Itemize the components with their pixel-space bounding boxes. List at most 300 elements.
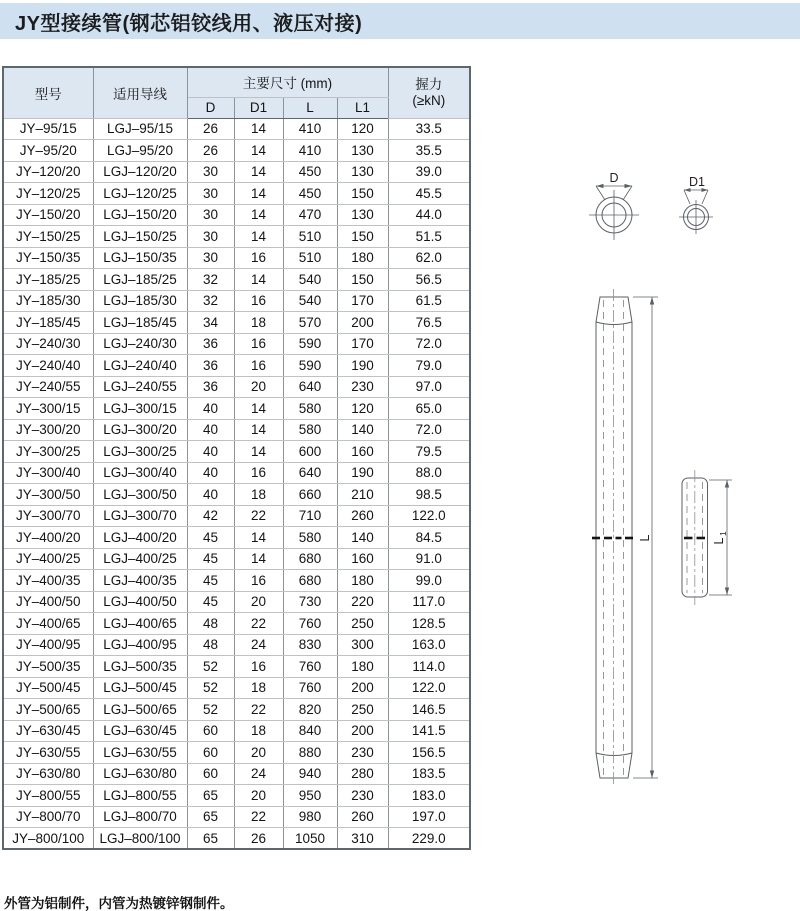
table-cell: 65.0 [388,398,470,420]
table-cell: 590 [283,333,337,355]
table-row [3,226,470,248]
table-cell: LGJ–120/25 [93,183,187,205]
table-cell: 18 [234,312,283,334]
table-cell: 820 [283,699,337,721]
table-cell: JY–240/55 [3,376,93,398]
table-cell: JY–630/45 [3,720,93,742]
table-cell: 114.0 [388,656,470,678]
table-cell: 26 [234,828,283,850]
table-cell: LGJ–800/70 [93,806,187,828]
table-cell: 128.5 [388,613,470,635]
table-cell: 163.0 [388,634,470,656]
table-cell: 230 [337,742,388,764]
table-cell: LGJ–630/45 [93,720,187,742]
header-grip-force [388,67,470,118]
table-row [3,462,470,484]
table-cell: 33.5 [388,118,470,140]
table-cell: 40 [187,398,234,420]
table-row [3,161,470,183]
table-cell: 150 [337,269,388,291]
table-cell: 20 [234,785,283,807]
table-cell: 30 [187,226,234,248]
table-cell: JY–150/25 [3,226,93,248]
table-cell: 830 [283,634,337,656]
header-dimensions-group: 主要尺寸 (mm) [187,67,388,97]
table-cell: 72.0 [388,419,470,441]
table-cell: LGJ–400/25 [93,548,187,570]
table-cell: LGJ–185/25 [93,269,187,291]
table-cell: 156.5 [388,742,470,764]
table-cell: 120 [337,398,388,420]
spec-table-body [3,118,470,849]
table-cell: 190 [337,355,388,377]
table-cell: LGJ–400/50 [93,591,187,613]
table-cell: JY–500/35 [3,656,93,678]
header-grip-line1: 握力 [415,76,443,92]
table-cell: LGJ–500/35 [93,656,187,678]
table-cell: 450 [283,183,337,205]
page-title: JY型接续管(钢芯铝铰线用、液压对接) [15,12,363,35]
table-cell: 220 [337,591,388,613]
table-cell: JY–800/70 [3,806,93,828]
table-cell: 260 [337,806,388,828]
table-cell: 30 [187,161,234,183]
table-cell: 26 [187,118,234,140]
table-row [3,312,470,334]
table-cell: 190 [337,462,388,484]
spec-table-container [2,66,471,850]
header-dim-l1: L1 [337,97,388,118]
table-cell: 940 [283,763,337,785]
table-cell: 183.5 [388,763,470,785]
table-cell: 34 [187,312,234,334]
table-cell: 52 [187,656,234,678]
table-cell: JY–400/35 [3,570,93,592]
table-cell: 30 [187,204,234,226]
table-row [3,398,470,420]
table-cell: 22 [234,806,283,828]
table-cell: 16 [234,290,283,312]
table-cell: 65 [187,806,234,828]
table-cell: 20 [234,376,283,398]
table-cell: LGJ–95/15 [93,118,187,140]
table-cell: 950 [283,785,337,807]
table-cell: 65 [187,828,234,850]
table-cell: JY–95/15 [3,118,93,140]
table-cell: 580 [283,527,337,549]
table-cell: 40 [187,484,234,506]
table-cell: 45 [187,570,234,592]
table-cell: 600 [283,441,337,463]
table-cell: JY–300/70 [3,505,93,527]
table-cell: 14 [234,527,283,549]
table-cell: 300 [337,634,388,656]
header-dim-d1: D1 [234,97,283,118]
table-cell: 140 [337,527,388,549]
header-grip-line2: (≥kN) [412,92,446,108]
table-cell: 14 [234,118,283,140]
table-cell: 197.0 [388,806,470,828]
table-cell: 183.0 [388,785,470,807]
table-cell: 79.0 [388,355,470,377]
table-cell: 230 [337,376,388,398]
table-cell: 450 [283,161,337,183]
table-cell: JY–240/40 [3,355,93,377]
table-cell: 1050 [283,828,337,850]
table-cell: 20 [234,742,283,764]
table-row [3,677,470,699]
table-cell: 14 [234,398,283,420]
table-cell: LGJ–185/45 [93,312,187,334]
table-cell: LGJ–400/95 [93,634,187,656]
table-cell: 710 [283,505,337,527]
table-cell: 51.5 [388,226,470,248]
table-cell: 32 [187,290,234,312]
table-cell: 250 [337,699,388,721]
table-cell: LGJ–300/20 [93,419,187,441]
table-cell: 14 [234,419,283,441]
table-cell: 16 [234,333,283,355]
table-cell: 120 [337,118,388,140]
table-cell: 18 [234,677,283,699]
header-dim-d: D [187,97,234,118]
table-cell: JY–300/50 [3,484,93,506]
table-cell: 35.5 [388,140,470,162]
spec-table-header [3,67,470,118]
header-conductor: 适用导线 [93,67,187,118]
dim-label-d1: D1 [689,175,705,189]
table-cell: JY–400/25 [3,548,93,570]
table-cell: JY–630/55 [3,742,93,764]
table-cell: JY–400/50 [3,591,93,613]
table-row [3,806,470,828]
table-cell: 122.0 [388,505,470,527]
table-cell: 140 [337,419,388,441]
table-cell: JY–500/65 [3,699,93,721]
table-cell: 680 [283,570,337,592]
table-cell: 40 [187,462,234,484]
table-cell: LGJ–800/100 [93,828,187,850]
table-cell: 76.5 [388,312,470,334]
table-cell: 510 [283,226,337,248]
table-cell: 122.0 [388,677,470,699]
table-row [3,828,470,850]
table-cell: 660 [283,484,337,506]
table-cell: 32 [187,269,234,291]
table-row [3,505,470,527]
table-cell: 45 [187,591,234,613]
outer-tube-cross-section [589,171,639,240]
table-cell: JY–800/55 [3,785,93,807]
table-cell: 470 [283,204,337,226]
table-row [3,656,470,678]
table-cell: JY–300/25 [3,441,93,463]
table-cell: 97.0 [388,376,470,398]
table-cell: 52 [187,699,234,721]
table-cell: JY–300/40 [3,462,93,484]
table-row [3,634,470,656]
table-cell: 680 [283,548,337,570]
table-cell: JY–300/15 [3,398,93,420]
table-cell: 280 [337,763,388,785]
table-cell: JY–185/45 [3,312,93,334]
table-cell: 760 [283,656,337,678]
table-cell: 16 [234,570,283,592]
table-row [3,484,470,506]
table-cell: 45 [187,548,234,570]
table-row [3,742,470,764]
page-title-bar [0,3,800,39]
dim-label-d: D [609,171,619,185]
table-cell: 130 [337,161,388,183]
table-row [3,204,470,226]
table-row [3,570,470,592]
table-cell: 580 [283,398,337,420]
table-cell: JY–150/20 [3,204,93,226]
table-cell: 14 [234,548,283,570]
table-cell: 14 [234,161,283,183]
table-cell: LGJ–185/30 [93,290,187,312]
spec-table [2,66,471,850]
table-cell: 230 [337,785,388,807]
table-cell: 117.0 [388,591,470,613]
table-cell: 510 [283,247,337,269]
table-cell: 570 [283,312,337,334]
table-cell: 45.5 [388,183,470,205]
table-cell: LGJ–240/30 [93,333,187,355]
table-cell: 44.0 [388,204,470,226]
table-row [3,441,470,463]
table-cell: 160 [337,441,388,463]
table-cell: JY–185/25 [3,269,93,291]
table-cell: 310 [337,828,388,850]
table-cell: 79.5 [388,441,470,463]
table-cell: 180 [337,656,388,678]
table-cell: JY–120/20 [3,161,93,183]
table-cell: 18 [234,484,283,506]
table-cell: LGJ–300/15 [93,398,187,420]
table-cell: 24 [234,634,283,656]
table-cell: JY–300/20 [3,419,93,441]
table-cell: 130 [337,140,388,162]
table-cell: 200 [337,312,388,334]
table-row [3,613,470,635]
table-cell: 60 [187,763,234,785]
table-cell: JY–400/20 [3,527,93,549]
table-cell: 42 [187,505,234,527]
table-cell: JY–400/95 [3,634,93,656]
table-cell: LGJ–300/70 [93,505,187,527]
table-cell: LGJ–630/55 [93,742,187,764]
dim-label-l1 [712,531,728,544]
table-cell: 840 [283,720,337,742]
dim-label-l1-main: L [712,537,726,545]
table-cell: LGJ–95/20 [93,140,187,162]
table-cell: 160 [337,548,388,570]
table-cell: 62.0 [388,247,470,269]
table-cell: 250 [337,613,388,635]
header-dim-l: L [283,97,337,118]
table-cell: 540 [283,290,337,312]
table-cell: JY–800/100 [3,828,93,850]
table-cell: 640 [283,376,337,398]
table-cell: 146.5 [388,699,470,721]
table-row [3,355,470,377]
table-cell: 760 [283,677,337,699]
table-cell: 170 [337,333,388,355]
table-cell: LGJ–300/40 [93,462,187,484]
table-cell: 14 [234,441,283,463]
table-row [3,269,470,291]
table-cell: 24 [234,763,283,785]
table-cell: 410 [283,118,337,140]
table-cell: 150 [337,183,388,205]
table-row [3,699,470,721]
table-cell: 91.0 [388,548,470,570]
table-cell: LGJ–400/65 [93,613,187,635]
table-cell: 200 [337,720,388,742]
table-cell: 56.5 [388,269,470,291]
table-row [3,290,470,312]
table-cell: 14 [234,183,283,205]
inner-tube-cross-section [679,175,713,234]
table-cell: 65 [187,785,234,807]
table-cell: LGJ–300/25 [93,441,187,463]
table-cell: 84.5 [388,527,470,549]
table-cell: 180 [337,570,388,592]
table-cell: 16 [234,247,283,269]
table-cell: 16 [234,355,283,377]
table-cell: 40 [187,419,234,441]
table-cell: LGJ–150/35 [93,247,187,269]
table-row [3,183,470,205]
table-row [3,720,470,742]
table-row [3,548,470,570]
table-cell: LGJ–240/55 [93,376,187,398]
table-cell: JY–400/65 [3,613,93,635]
table-cell: 760 [283,613,337,635]
table-cell: 26 [187,140,234,162]
table-cell: 14 [234,226,283,248]
table-cell: LGJ–150/20 [93,204,187,226]
inner-tube-side-view [682,470,732,605]
table-cell: 14 [234,269,283,291]
table-cell: 410 [283,140,337,162]
table-cell: LGJ–500/45 [93,677,187,699]
table-cell: LGJ–500/65 [93,699,187,721]
table-cell: JY–630/80 [3,763,93,785]
table-cell: 48 [187,634,234,656]
table-cell: JY–185/30 [3,290,93,312]
table-cell: LGJ–630/80 [93,763,187,785]
table-cell: 52 [187,677,234,699]
table-cell: 150 [337,226,388,248]
table-cell: LGJ–120/20 [93,161,187,183]
table-cell: 40 [187,441,234,463]
technical-drawing [550,160,800,810]
table-cell: JY–120/25 [3,183,93,205]
table-cell: 200 [337,677,388,699]
table-row [3,376,470,398]
table-cell: 48 [187,613,234,635]
table-cell: JY–150/35 [3,247,93,269]
table-row [3,333,470,355]
table-cell: 20 [234,591,283,613]
table-cell: 229.0 [388,828,470,850]
table-cell: 580 [283,419,337,441]
table-cell: 36 [187,355,234,377]
table-cell: 730 [283,591,337,613]
table-cell: 30 [187,183,234,205]
table-cell: 30 [187,247,234,269]
table-cell: 880 [283,742,337,764]
table-row [3,591,470,613]
table-cell: LGJ–400/20 [93,527,187,549]
table-row [3,247,470,269]
table-cell: 590 [283,355,337,377]
footer-note: 外管为铝制件，内管为热镀锌钢制件。 [4,896,234,911]
table-cell: 210 [337,484,388,506]
table-cell: 170 [337,290,388,312]
dim-label-l: L [638,534,652,542]
table-cell: 22 [234,699,283,721]
table-row [3,118,470,140]
table-cell: JY–95/20 [3,140,93,162]
table-cell: JY–240/30 [3,333,93,355]
table-cell: LGJ–400/35 [93,570,187,592]
table-cell: LGJ–150/25 [93,226,187,248]
table-row [3,419,470,441]
table-cell: 130 [337,204,388,226]
table-row [3,785,470,807]
dim-label-l1-sub: 1 [718,531,728,536]
table-cell: 22 [234,613,283,635]
table-cell: 980 [283,806,337,828]
table-cell: 45 [187,527,234,549]
table-cell: 72.0 [388,333,470,355]
table-row [3,763,470,785]
table-cell: 22 [234,505,283,527]
table-cell: 36 [187,333,234,355]
table-cell: 60 [187,742,234,764]
table-cell: 14 [234,140,283,162]
table-cell: LGJ–240/40 [93,355,187,377]
table-cell: 14 [234,204,283,226]
table-row [3,527,470,549]
table-cell: 39.0 [388,161,470,183]
table-cell: 61.5 [388,290,470,312]
table-cell: 60 [187,720,234,742]
table-cell: 180 [337,247,388,269]
table-cell: 16 [234,462,283,484]
table-cell: LGJ–800/55 [93,785,187,807]
header-model: 型号 [3,67,93,118]
table-cell: 99.0 [388,570,470,592]
table-cell: 36 [187,376,234,398]
outer-tube-side-view [592,289,658,787]
table-cell: 16 [234,656,283,678]
table-cell: 260 [337,505,388,527]
table-cell: JY–500/45 [3,677,93,699]
table-cell: 640 [283,462,337,484]
table-cell: 18 [234,720,283,742]
table-cell: 540 [283,269,337,291]
table-cell: 141.5 [388,720,470,742]
table-row [3,140,470,162]
table-cell: 88.0 [388,462,470,484]
table-cell: LGJ–300/50 [93,484,187,506]
table-cell: 98.5 [388,484,470,506]
